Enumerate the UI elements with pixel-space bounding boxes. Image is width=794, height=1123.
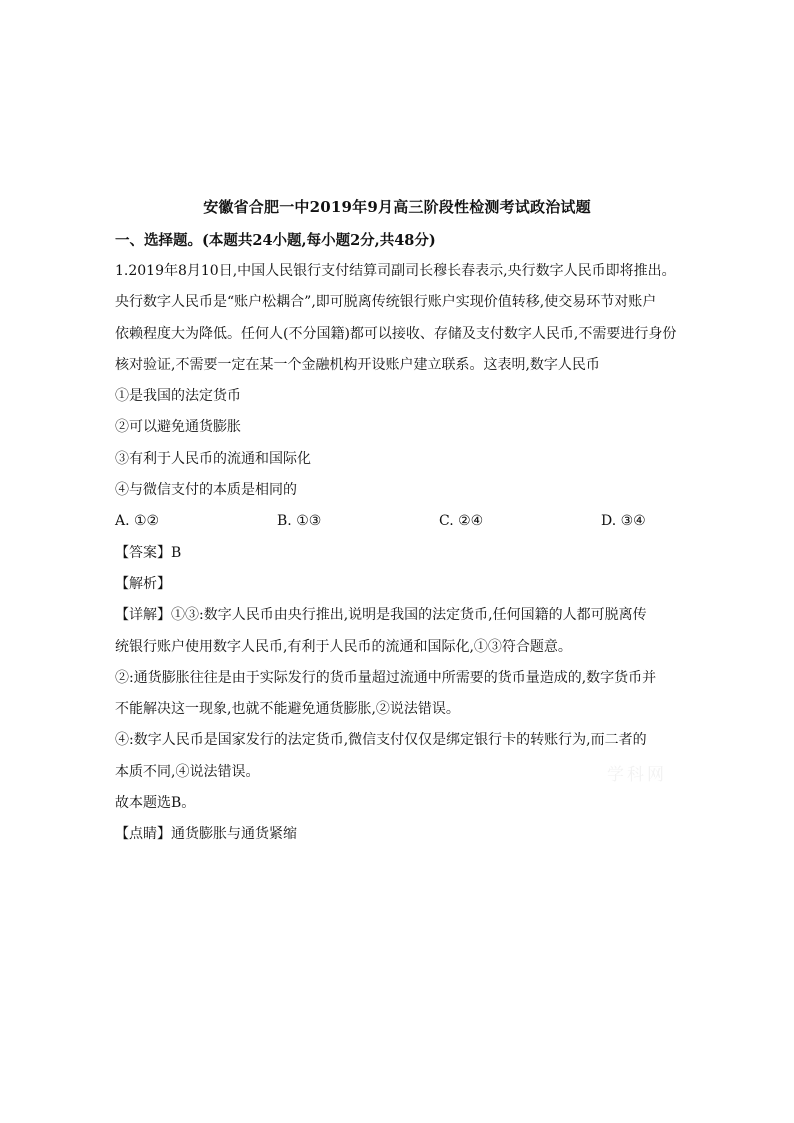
explanation-line: 【详解】①③:数字人民币由央行推出,说明是我国的法定货币,任何国籍的人都可脱离传 (115, 607, 647, 624)
explanation-line: 故本题选B。 (115, 795, 196, 812)
choice-a: A. ①② (115, 513, 160, 530)
question-stem-line: 央行数字人民币是“账户松耦合”,即可脱离传统银行账户实现价值转移,使交易环节对账户 (115, 294, 657, 311)
question-stem-line: 1.2019年8月10日,中国人民银行支付结算司副司长穆长春表示,央行数字人民币即将推出。 (115, 263, 676, 279)
question-stem-line: 依赖程度大为降低。任何人(不分国籍)都可以接收、存储及支付数字人民币,不需要进行身份 (115, 325, 677, 342)
choice-d: D. ③④ (601, 513, 646, 530)
statement-4: ④与微信支付的本质是相同的 (115, 482, 297, 499)
explanation-line: 本质不同,④说法错误。 (115, 763, 260, 780)
answer-line: 【答案】B (115, 544, 182, 561)
section-header: 一、选择题。(本题共24小题,每小题2分,共48分) (115, 232, 436, 249)
explanation-line: ②:通货膨胀往往是由于实际发行的货币量超过流通中所需要的货币量造成的,数字货币并 (115, 669, 657, 686)
watermark: 学科网 (607, 765, 667, 785)
answer-choices (115, 506, 675, 537)
choice-c: C. ②④ (439, 513, 484, 530)
explanation-line: 统银行账户使用数字人民币,有利于人民币的流通和国际化,①③符合题意。 (115, 638, 572, 655)
question-block (115, 256, 687, 851)
statement-3: ③有利于人民币的流通和国际化 (115, 450, 311, 467)
key-point: 【点睛】通货膨胀与通货紧缩 (115, 826, 297, 843)
page-title: 安徽省合肥一中2019年9月高三阶段性检测考试政治试题 (203, 198, 591, 216)
statement-1: ①是我国的法定货币 (115, 388, 241, 405)
statement-2: ②可以避免通货膨胀 (115, 419, 241, 436)
analysis-label: 【解析】 (115, 575, 171, 592)
explanation-line: ④:数字人民币是国家发行的法定货币,微信支付仅仅是绑定银行卡的转账行为,而二者的 (115, 732, 647, 749)
question-stem-line: 核对验证,不需要一定在某一个金融机构开设账户建立联系。这表明,数字人民币 (115, 356, 600, 373)
explanation-line: 不能解决这一现象,也就不能避免通货膨胀,②说法错误。 (115, 701, 460, 718)
choice-b: B. ①③ (277, 513, 322, 530)
